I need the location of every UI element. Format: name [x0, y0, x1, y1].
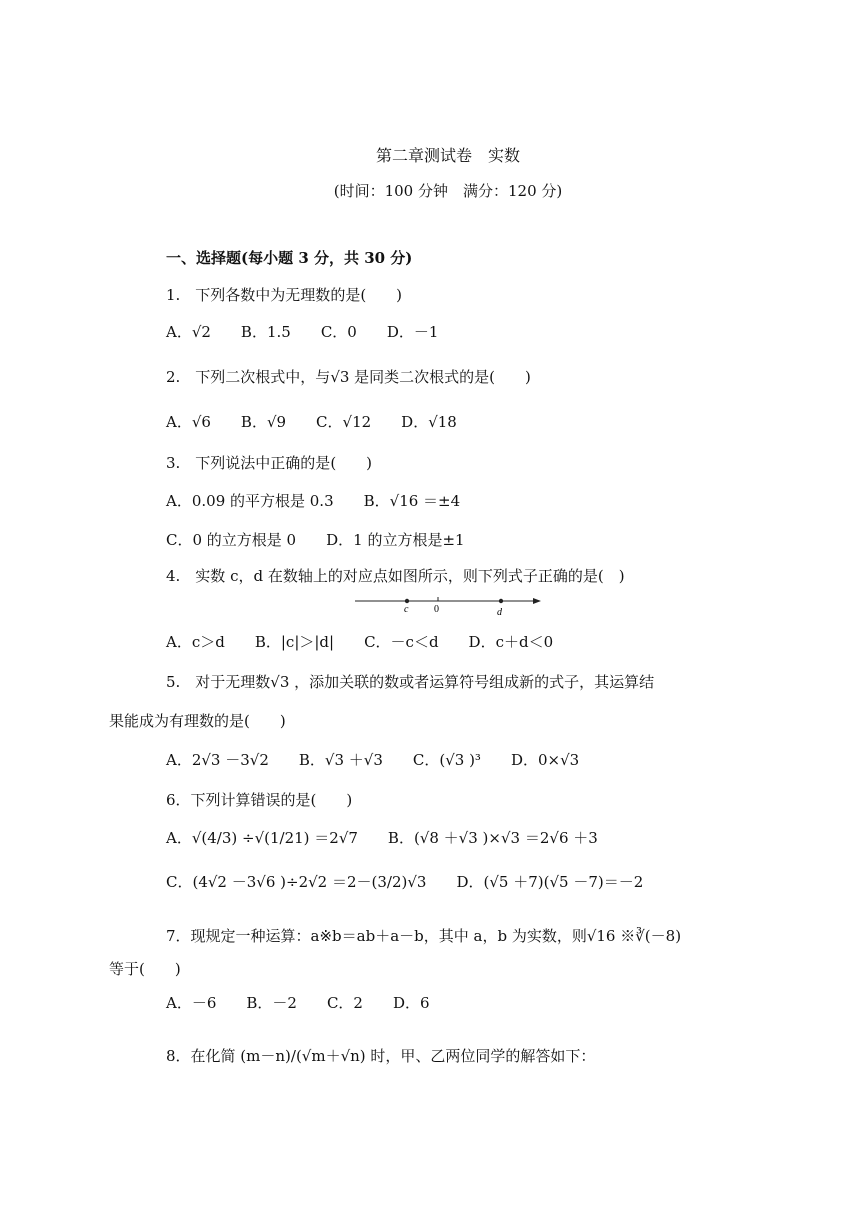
page-subtitle: (时间：100 分钟 满分：120 分)	[333, 182, 563, 200]
question-7-options: A．－6 B．－2 C．2 D．6	[166, 994, 430, 1012]
question-5-stem-1: 5. 对于无理数√3 ，添加关联的数或者运算符号组成新的式子，其运算结	[166, 673, 655, 691]
question-7-stem-2: 等于( )	[109, 960, 181, 978]
question-4-stem: 4. 实数 c，d 在数轴上的对应点如图所示，则下列式子正确的是( )	[166, 567, 625, 585]
question-3-options-2: C．0 的立方根是 0 D．1 的立方根是±1	[166, 531, 465, 549]
question-1-stem: 1. 下列各数中为无理数的是( )	[166, 286, 403, 304]
question-5-stem-2: 果能成为有理数的是( )	[109, 712, 286, 730]
numberline-label-c: c	[404, 604, 409, 615]
question-3-options-1: A．0.09 的平方根是 0.3 B．√16 ＝±4	[166, 492, 461, 510]
question-6-options-2: C．(4√2 －3√6 )÷2√2 ＝2－(3/2)√3 D．(√5 ＋7)(√5 －7)＝－2	[166, 873, 644, 891]
question-7-stem-1: 7．现规定一种运算：a※b＝ab＋a－b，其中 a，b 为实数，则√16 ※∛(－8)	[166, 927, 682, 945]
question-3-stem: 3. 下列说法中正确的是( )	[166, 454, 373, 472]
number-line-figure	[353, 589, 543, 619]
section-heading: 一、选择题(每小题 3 分，共 30 分)	[166, 249, 413, 267]
question-8-stem: 8．在化简 (m－n)/(√m＋√n) 时，甲、乙两位同学的解答如下：	[166, 1047, 596, 1065]
question-1-options: A．√2 B．1.5 C．0 D．－1	[166, 323, 439, 341]
numberline-label-0: 0	[434, 604, 439, 615]
question-4-options: A．c＞d B．|c|＞|d| C．－c＜d D．c＋d＜0	[166, 633, 554, 651]
question-5-options: A．2√3 －3√2 B．√3 ＋√3 C．(√3 )³ D．0×√3	[166, 751, 580, 769]
question-6-stem: 6．下列计算错误的是( )	[166, 791, 353, 809]
question-6-options-1: A．√(4/3) ÷√(1/21) ＝2√7 B．(√8 ＋√3 )×√3 ＝2√6 ＋3	[166, 829, 598, 847]
question-2-options: A．√6 B．√9 C．√12 D．√18	[166, 413, 457, 431]
page-title: 第二章测试卷 实数	[375, 146, 520, 165]
question-2-stem: 2. 下列二次根式中，与√3 是同类二次根式的是( )	[166, 368, 531, 386]
numberline-label-d: d	[497, 607, 502, 618]
